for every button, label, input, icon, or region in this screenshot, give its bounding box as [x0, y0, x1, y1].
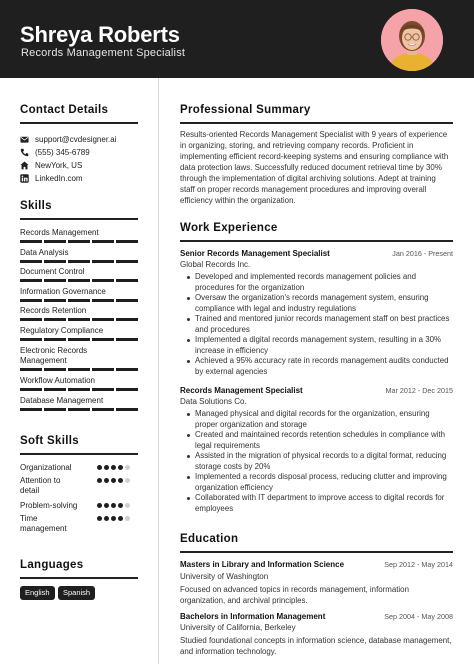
education-heading: Education — [180, 533, 239, 545]
soft-skill-level-dots — [97, 503, 130, 508]
skill-label: Records Retention — [20, 306, 87, 315]
job-bullet: Assisted in the migration of physical records to a digital format, reducing storage costs by 20% — [188, 451, 452, 472]
soft-skills-heading: Soft Skills — [20, 435, 79, 447]
contact-linkedin-text: LinkedIn.com — [35, 174, 83, 183]
skill-label: Database Management — [20, 396, 104, 405]
languages-heading-rule — [20, 577, 138, 579]
summary-text: Results-oriented Records Management Specialist with 9 years of experience in organizing, storing, and retrieving company records. Proficient in implementing efficient record-keeping systems and ensuring compliance with data protection laws. Successfully reduced document retrieval time by 30% through the implementation of digital archiving solutions. Adept at training staff on proper records management procedures and improving overall efficiency within the organization. — [180, 130, 449, 205]
skill-item — [20, 287, 138, 302]
skill-level-bar — [20, 260, 138, 263]
degree-dates: Sep 2004 - May 2008 — [384, 612, 453, 621]
contact-heading-rule — [20, 122, 138, 124]
degree-description: Focused on advanced topics in records management, information organization, and archival principles. — [180, 585, 409, 605]
skill-label: Data Analysis — [20, 248, 69, 257]
job-bullet: Implemented a records disposal process, reducing clutter and improving organization efficiency — [188, 472, 452, 493]
contact-phone-text: (555) 345-6789 — [35, 148, 90, 157]
candidate-title: Records Management Specialist — [21, 47, 186, 59]
phone-icon — [20, 148, 29, 157]
languages-heading: Languages — [20, 559, 84, 571]
job-bullet: Developed and implemented records management policies and procedures for the organization — [188, 272, 452, 293]
school-name: University of California, Berkeley — [180, 623, 296, 632]
experience-heading: Work Experience — [180, 222, 278, 234]
skills-heading: Skills — [20, 200, 52, 212]
contact-phone[interactable] — [20, 148, 150, 157]
job-bullet: Achieved a 95% accuracy rate in records management audits conducted by external agencies — [188, 356, 452, 377]
skill-label: Workflow Automation — [20, 376, 95, 385]
soft-skill-level-dots — [97, 516, 130, 521]
skill-item — [20, 346, 104, 371]
contact-email[interactable] — [20, 135, 150, 144]
soft-skill-label: Attention to detail — [20, 476, 61, 495]
job-company: Data Solutions Co. — [180, 397, 247, 406]
job-title: Records Management Specialist — [180, 386, 303, 395]
job-bullet: Managed physical and digital records for the organization, ensuring proper organization and storage — [188, 409, 452, 430]
skill-level-bar — [20, 318, 138, 321]
job-bullets — [188, 272, 452, 377]
job-bullet: Collaborated with IT department to improve access to digital records for employees — [188, 493, 452, 514]
experience-heading-rule — [180, 240, 453, 242]
contact-email-text: support@cvdesigner.ai — [35, 135, 117, 144]
soft-skill-level-dots — [97, 478, 130, 483]
language-tag: English — [20, 586, 55, 600]
skill-label: Information Governance — [20, 287, 106, 296]
job-company: Global Records Inc. — [180, 260, 251, 269]
contact-heading: Contact Details — [20, 104, 109, 116]
school-name: University of Washington — [180, 572, 269, 581]
degree-title: Bachelors in Information Management — [180, 612, 326, 621]
skill-label: Records Management — [20, 228, 99, 237]
skill-item — [20, 306, 138, 321]
job-bullet: Implemented a digital records management system, resulting in a 30% increase in efficiency — [188, 335, 452, 356]
linkedin-icon — [20, 174, 29, 183]
skill-level-bar — [20, 338, 138, 341]
contact-linkedin[interactable] — [20, 174, 150, 183]
resume-header — [0, 0, 474, 78]
location-icon — [20, 161, 29, 170]
skill-level-bar — [20, 240, 138, 243]
soft-skill-label: Problem-solving — [20, 501, 78, 510]
job-bullet: Created and maintained records retention schedules in compliance with legal requirements — [188, 430, 452, 451]
skill-item — [20, 267, 138, 282]
skill-item — [20, 248, 138, 263]
job-title: Senior Records Management Specialist — [180, 249, 330, 258]
skill-level-bar — [20, 279, 138, 282]
skill-level-bar — [20, 388, 138, 391]
candidate-name: Shreya Roberts — [20, 22, 180, 47]
degree-title: Masters in Library and Information Science — [180, 560, 345, 569]
degree-dates: Sep 2012 - May 2014 — [384, 560, 453, 569]
skill-item — [20, 228, 138, 243]
skill-label: Electronic Records Management — [20, 346, 88, 365]
skill-level-bar — [20, 408, 138, 411]
email-icon — [20, 135, 29, 144]
job-dates: Mar 2012 - Dec 2015 — [385, 386, 453, 395]
summary-heading-rule — [180, 122, 453, 124]
column-divider — [158, 78, 159, 664]
skills-heading-rule — [20, 218, 138, 220]
contact-location-text: NewYork, US — [35, 161, 83, 170]
soft-skill-level-dots — [97, 465, 130, 470]
skill-item — [20, 326, 138, 341]
skill-level-bar — [20, 368, 138, 371]
skill-label: Document Control — [20, 267, 85, 276]
soft-skill-label: Organizational — [20, 463, 72, 472]
contact-location — [20, 161, 150, 170]
profile-photo — [381, 9, 443, 71]
job-bullet: Oversaw the organization's records management system, ensuring compliance with legal and industry regulations — [188, 293, 452, 314]
education-heading-rule — [180, 551, 453, 553]
skill-label: Regulatory Compliance — [20, 326, 104, 335]
degree-description: Studied foundational concepts in information science, database management, and information technology. — [180, 636, 452, 656]
skill-item — [20, 376, 138, 391]
job-dates: Jan 2016 - Present — [392, 249, 453, 258]
job-bullets — [188, 409, 452, 514]
language-tag: Spanish — [58, 586, 95, 600]
soft-skills-heading-rule — [20, 453, 138, 455]
summary-heading: Professional Summary — [180, 104, 311, 116]
soft-skill-label: Time management — [20, 514, 67, 533]
job-bullet: Trained and mentored junior records management staff on best practices and procedures — [188, 314, 452, 335]
skill-level-bar — [20, 299, 138, 302]
skill-item — [20, 396, 138, 411]
